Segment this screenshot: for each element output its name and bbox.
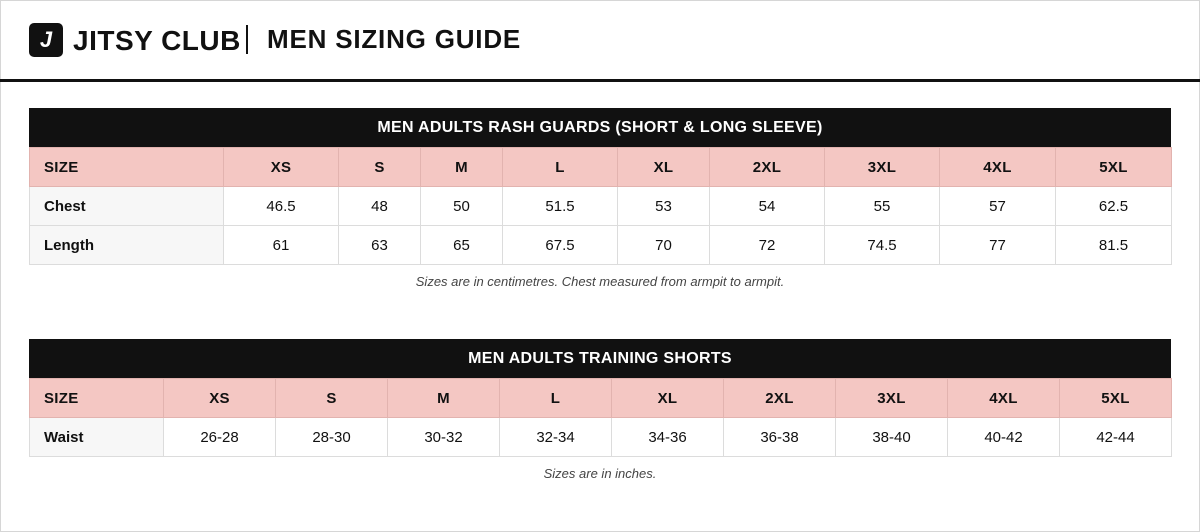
size-header: 4XL xyxy=(940,148,1056,187)
row-label: Waist xyxy=(30,418,164,457)
page-title: MEN SIZING GUIDE xyxy=(267,24,522,54)
header-divider xyxy=(246,25,248,54)
size-header: L xyxy=(500,379,612,418)
row-label: Chest xyxy=(30,187,224,226)
brand-logo: J xyxy=(29,23,63,57)
table-cell: 70 xyxy=(618,226,710,265)
rash-guards-note: Sizes are in centimetres. Chest measured from armpit to armpit. xyxy=(415,274,785,289)
table-cell: 53 xyxy=(618,187,710,226)
table-cell: 32-34 xyxy=(500,418,612,457)
table-row xyxy=(30,187,1172,226)
table-cell: 67.5 xyxy=(503,226,618,265)
table-cell: 28-30 xyxy=(276,418,388,457)
table-cell: 54 xyxy=(710,187,825,226)
table-row xyxy=(30,418,1172,457)
size-header: XL xyxy=(618,148,710,187)
table-cell: 26-28 xyxy=(164,418,276,457)
table-cell: 63 xyxy=(339,226,421,265)
shorts-header-row xyxy=(30,379,1172,418)
size-header: XL xyxy=(612,379,724,418)
size-column-header: SIZE xyxy=(30,148,224,187)
table-cell: 61 xyxy=(224,226,339,265)
table-cell: 36-38 xyxy=(724,418,836,457)
size-header: L xyxy=(503,148,618,187)
row-label: Length xyxy=(30,226,224,265)
brand-name: JITSY CLUB xyxy=(73,25,241,56)
table-cell: 77 xyxy=(940,226,1056,265)
size-header: M xyxy=(421,148,503,187)
shorts-table xyxy=(29,378,1172,457)
table-cell: 81.5 xyxy=(1056,226,1172,265)
size-header: 2XL xyxy=(710,148,825,187)
table-cell: 46.5 xyxy=(224,187,339,226)
size-column-header: SIZE xyxy=(30,379,164,418)
size-header: 4XL xyxy=(948,379,1060,418)
table-cell: 51.5 xyxy=(503,187,618,226)
table-cell: 65 xyxy=(421,226,503,265)
size-header: XS xyxy=(164,379,276,418)
table-cell: 42-44 xyxy=(1060,418,1172,457)
table-cell: 40-42 xyxy=(948,418,1060,457)
shorts-note: Sizes are in inches. xyxy=(543,466,657,481)
size-header: M xyxy=(388,379,500,418)
table-cell: 57 xyxy=(940,187,1056,226)
size-header: XS xyxy=(224,148,339,187)
table-row xyxy=(30,226,1172,265)
table-cell: 48 xyxy=(339,187,421,226)
table-cell: 50 xyxy=(421,187,503,226)
table-cell: 72 xyxy=(710,226,825,265)
size-header: 3XL xyxy=(825,148,940,187)
size-header: 5XL xyxy=(1056,148,1172,187)
table-cell: 62.5 xyxy=(1056,187,1172,226)
table-cell: 30-32 xyxy=(388,418,500,457)
size-header: 2XL xyxy=(724,379,836,418)
shorts-banner: MEN ADULTS TRAINING SHORTS xyxy=(29,339,1171,378)
table-cell: 38-40 xyxy=(836,418,948,457)
size-header: S xyxy=(276,379,388,418)
rash-guards-header-row xyxy=(30,148,1172,187)
table-cell: 74.5 xyxy=(825,226,940,265)
table-cell: 34-36 xyxy=(612,418,724,457)
size-header: 3XL xyxy=(836,379,948,418)
size-header: S xyxy=(339,148,421,187)
rash-guards-section xyxy=(29,108,1171,289)
rash-guards-table xyxy=(29,147,1172,265)
size-header: 5XL xyxy=(1060,379,1172,418)
shorts-section xyxy=(29,339,1171,481)
page-header xyxy=(0,0,1200,82)
table-cell: 55 xyxy=(825,187,940,226)
rash-guards-banner: MEN ADULTS RASH GUARDS (SHORT & LONG SLEEVE) xyxy=(29,108,1171,147)
